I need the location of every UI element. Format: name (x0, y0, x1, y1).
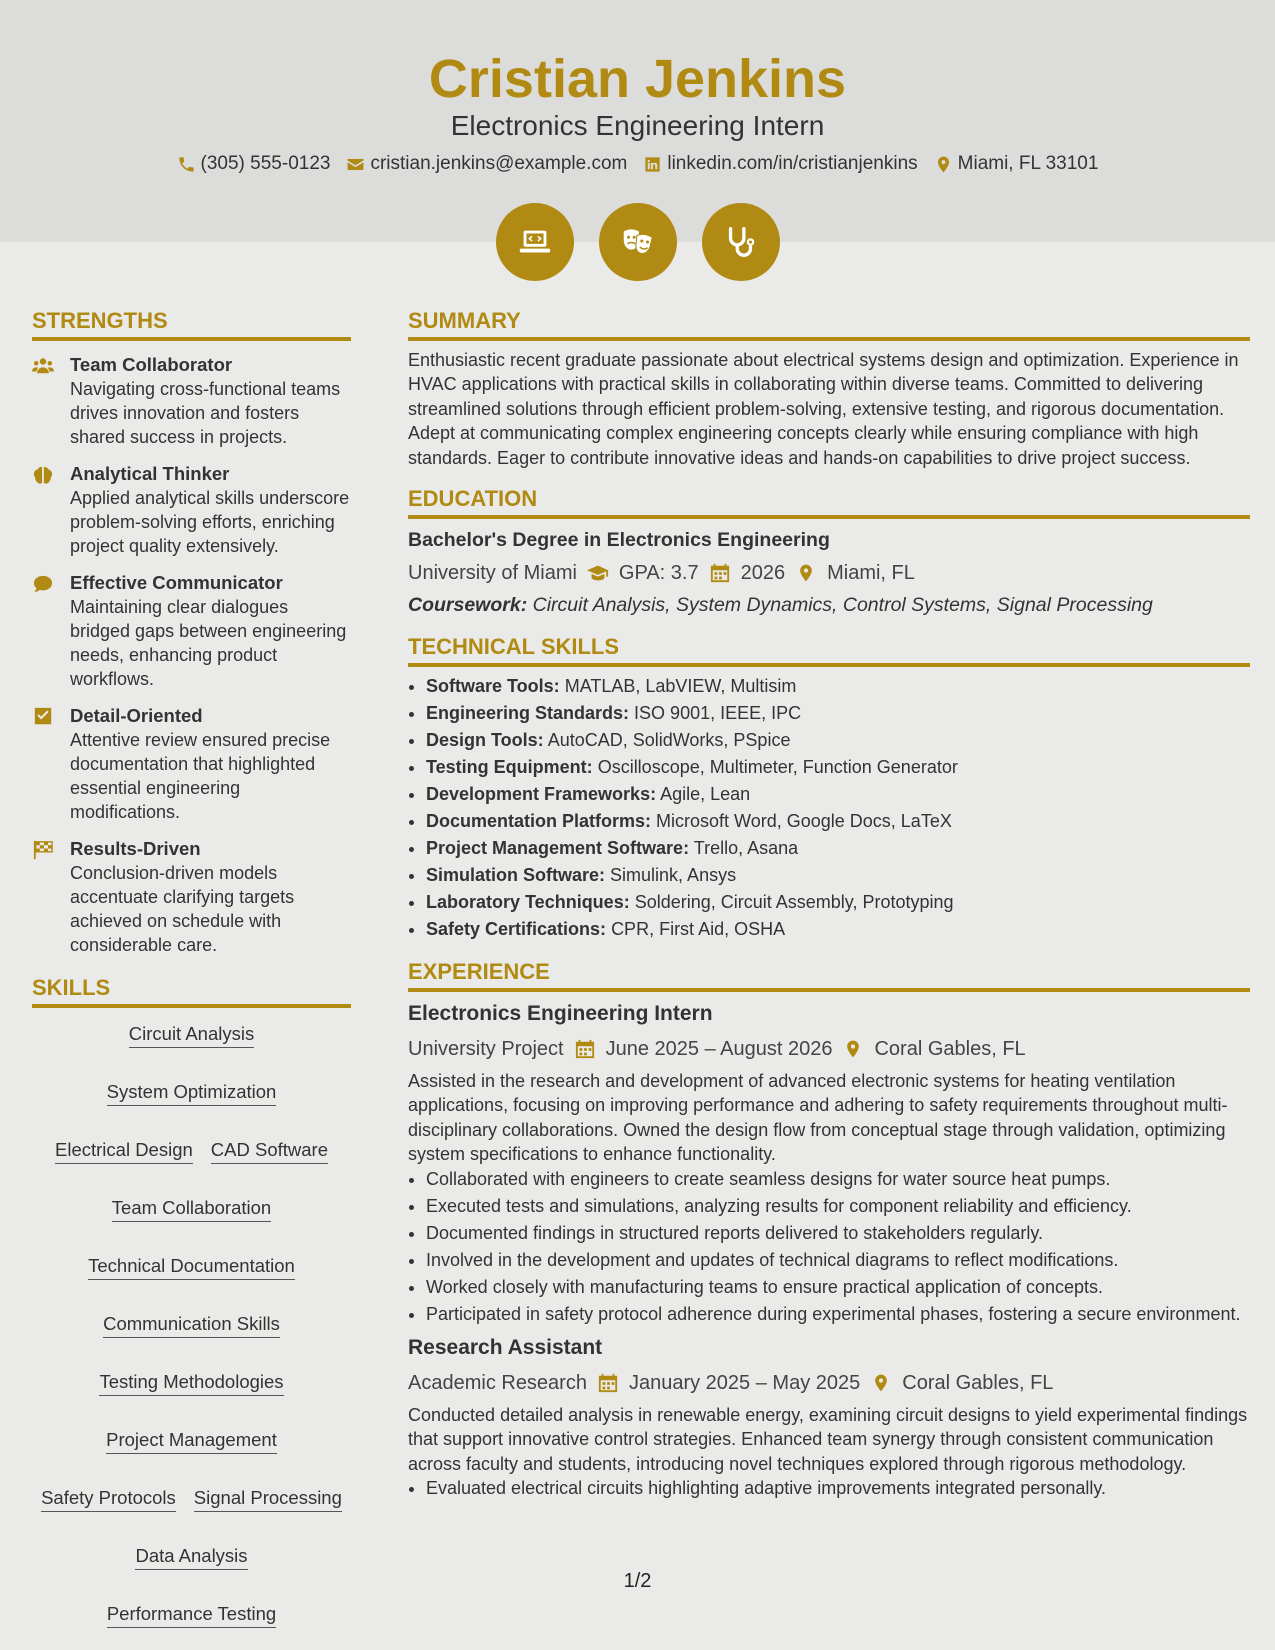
job-location: Coral Gables, FL (874, 1038, 1026, 1061)
skill-tag: Team Collaboration (112, 1196, 271, 1222)
list-item: • Collaborated with engineers to create seamless designs for water source heat pumps. (426, 1167, 1250, 1191)
technical-skills-list (408, 673, 1250, 943)
contact-email-text[interactable]: cristian.jenkins@example.com (370, 153, 628, 174)
list-item (426, 862, 1250, 889)
tech-skill-label: Engineering Standards: (426, 703, 630, 724)
list-item (426, 916, 1250, 943)
education-heading: EDUCATION (408, 486, 1250, 519)
coursework (408, 592, 1250, 618)
list-item (426, 727, 1250, 754)
list-item (426, 835, 1250, 862)
location-pin-icon (795, 563, 817, 583)
gpa-text: GPA: 3.7 (618, 562, 699, 585)
job-dates: June 2025 – August 2026 (605, 1038, 833, 1061)
check-square-icon (32, 707, 54, 727)
skill-tag: Technical Documentation (88, 1254, 295, 1280)
job-meta (408, 1370, 1250, 1396)
job-org: University Project (408, 1038, 564, 1061)
summary-heading: SUMMARY (408, 308, 1250, 341)
list-item: • Participated in safety protocol adherence during experimental phases, fostering a secure environment. (426, 1302, 1250, 1326)
calendar-icon (597, 1373, 619, 1393)
tech-skill-label: Laboratory Techniques: (426, 892, 630, 913)
tech-skill-value: Agile, Lean (660, 784, 751, 805)
job-bullets (408, 1476, 1250, 1500)
strength-desc: Maintaining clear dialogues bridged gaps between engineering needs, enhancing product workflows. (70, 597, 347, 689)
list-item: • Worked closely with manufacturing teams to ensure practical application of concepts. (426, 1275, 1250, 1299)
candidate-title: Electronics Engineering Intern (450, 110, 825, 141)
list-item (426, 889, 1250, 916)
skill-tag: Electrical Design (55, 1138, 193, 1164)
tech-skill-value: Trello, Asana (693, 838, 799, 859)
left-column (32, 308, 351, 1628)
technical-skills-heading: TECHNICAL SKILLS (408, 634, 1250, 667)
job-org: Academic Research (408, 1372, 587, 1395)
education-meta (408, 560, 1250, 586)
contact-phone (177, 153, 331, 175)
skill-tag: Data Analysis (135, 1544, 247, 1570)
strength-title: Effective Communicator (70, 572, 283, 593)
tech-skill-value: Soldering, Circuit Assembly, Prototyping (634, 892, 954, 913)
job-title: Electronics Engineering Intern (408, 1002, 713, 1026)
list-item (426, 808, 1250, 835)
candidate-name: Cristian Jenkins (428, 49, 847, 109)
job-entry (408, 1000, 1250, 1326)
strength-desc: Navigating cross-functional teams drives innovation and fosters shared success in projects. (70, 379, 341, 447)
coursework-label: Coursework: (408, 594, 528, 617)
job-title: Research Assistant (408, 1336, 603, 1360)
strength-item (32, 704, 351, 824)
location-pin-icon (934, 155, 953, 174)
laptop-code-icon (496, 203, 574, 281)
job-dates: January 2025 – May 2025 (628, 1372, 861, 1395)
strength-desc: Applied analytical skills underscore problem-solving efforts, enriching project quality extensively. (70, 488, 350, 556)
strength-item (32, 571, 351, 691)
tech-skill-value: ISO 9001, IEEE, IPC (634, 703, 802, 724)
strength-desc: Attentive review ensured precise documentation that highlighted essential engineering modifications. (70, 730, 331, 822)
tech-skill-value: Simulink, Ansys (610, 865, 737, 886)
list-item (426, 673, 1250, 700)
theater-masks-icon (599, 203, 677, 281)
skill-tag: Circuit Analysis (129, 1022, 254, 1048)
list-item (426, 781, 1250, 808)
coursework-list: Circuit Analysis, System Dynamics, Control Systems, Signal Processing (532, 594, 1153, 617)
skills-heading: SKILLS (32, 975, 351, 1008)
tech-skill-label: Software Tools: (426, 676, 560, 697)
location-pin-icon (842, 1039, 864, 1059)
contact-linkedin-text[interactable]: linkedin.com/in/cristianjenkins (667, 153, 918, 174)
strength-title: Analytical Thinker (70, 463, 230, 484)
brain-icon (32, 465, 54, 485)
tech-skill-value: AutoCAD, SolidWorks, PSpice (547, 730, 791, 751)
tech-skill-value: Microsoft Word, Google Docs, LaTeX (656, 811, 952, 832)
skill-tag: Performance Testing (107, 1602, 276, 1628)
contact-location (934, 153, 1099, 175)
strength-item (32, 837, 351, 957)
stethoscope-icon (702, 203, 780, 281)
skill-tag: Communication Skills (103, 1312, 280, 1338)
school-name: University of Miami (408, 562, 577, 585)
job-entry (408, 1334, 1250, 1501)
contact-phone-text: (305) 555-0123 (200, 153, 331, 174)
page-number: 1/2 (623, 1570, 652, 1592)
skill-tag: Testing Methodologies (99, 1370, 283, 1396)
skill-tag: Safety Protocols (41, 1486, 176, 1512)
skill-tag: Project Management (106, 1428, 277, 1454)
skill-tag: Signal Processing (194, 1486, 342, 1512)
strength-title: Team Collaborator (70, 354, 233, 375)
tech-skill-value: CPR, First Aid, OSHA (611, 919, 786, 940)
calendar-icon (709, 563, 731, 583)
location-pin-icon (870, 1373, 892, 1393)
list-item (426, 754, 1250, 781)
strength-title: Results-Driven (70, 838, 201, 859)
tech-skill-label: Design Tools: (426, 730, 544, 751)
contact-location-text: Miami, FL 33101 (957, 153, 1099, 174)
job-location: Coral Gables, FL (902, 1372, 1054, 1395)
contact-email[interactable] (346, 153, 627, 175)
flag-checkered-icon (32, 840, 54, 860)
skill-tag: System Optimization (107, 1080, 277, 1106)
contact-linkedin[interactable] (643, 153, 917, 175)
list-item (426, 700, 1250, 727)
list-item: • Involved in the development and updates of technical diagrams to reflect modifications. (426, 1248, 1250, 1272)
tech-skill-label: Testing Equipment: (426, 757, 593, 778)
strengths-heading: STRENGTHS (32, 308, 351, 341)
graduation-cap-icon (587, 563, 609, 583)
strength-title: Detail-Oriented (70, 705, 203, 726)
tech-skill-label: Safety Certifications: (426, 919, 607, 940)
list-item: • Evaluated electrical circuits highlighting adaptive improvements integrated personally. (426, 1476, 1250, 1500)
tech-skill-value: MATLAB, LabVIEW, Multisim (564, 676, 797, 697)
tech-skill-label: Project Management Software: (426, 838, 690, 859)
school-location: Miami, FL (827, 562, 915, 585)
strength-item (32, 462, 351, 558)
degree-title: Bachelor's Degree in Electronics Engineering (408, 529, 830, 552)
tech-skill-value: Oscilloscope, Multimeter, Function Generator (597, 757, 958, 778)
job-meta (408, 1036, 1250, 1062)
tech-skill-label: Development Frameworks: (426, 784, 657, 805)
comment-icon (32, 574, 54, 594)
job-description: Conducted detailed analysis in renewable energy, examining circuit designs to yield experimental findings that support innovative control strategies. Enhanced team synergy through consistent communication across faculty and students, introducing novel techniques explored through rigorous methodology. (408, 1405, 1248, 1474)
list-item: • Executed tests and simulations, analyzing results for component reliability and efficiency. (426, 1194, 1250, 1218)
tech-skill-label: Simulation Software: (426, 865, 606, 886)
contact-bar (0, 151, 1275, 177)
phone-icon (177, 155, 196, 174)
list-item: • Documented findings in structured reports delivered to stakeholders regularly. (426, 1221, 1250, 1245)
header-icon-row (0, 203, 1275, 281)
strength-desc: Conclusion-driven models accentuate clarifying targets achieved on schedule with considerable care. (70, 863, 295, 955)
graduation-year: 2026 (740, 562, 786, 585)
job-description: Assisted in the research and development of advanced electronic systems for heating ventilation applications, focusing on improving performance and adhering to safety requirements throughout multi-disciplinary collaborations. Owned the design flow from conceptual stage through validation, optimizing system specifications to enhance functionality. (408, 1071, 1228, 1165)
calendar-icon (574, 1039, 596, 1059)
users-icon (32, 356, 54, 376)
summary-text: Enthusiastic recent graduate passionate about electrical systems design and optimization. Experience in HVAC applications with practical skills in collaborating within diverse teams. Committed to delivering streamlined solutions through efficient problem-solving, extensive testing, and rigorous documentation. Adept at communicating complex engineering concepts clearly while ensuring compliance with high standards. Eager to contribute innovative ideas and hands-on capabilities to drive project success. (408, 350, 1239, 468)
right-column (408, 308, 1250, 1503)
tech-skill-label: Documentation Platforms: (426, 811, 652, 832)
linkedin-icon (643, 155, 662, 174)
envelope-icon (346, 155, 365, 174)
experience-heading: EXPERIENCE (408, 959, 1250, 992)
job-bullets (408, 1167, 1250, 1326)
skills-cloud (32, 1022, 351, 1628)
skill-tag: CAD Software (211, 1138, 328, 1164)
strengths-list (32, 353, 351, 957)
strength-item (32, 353, 351, 449)
